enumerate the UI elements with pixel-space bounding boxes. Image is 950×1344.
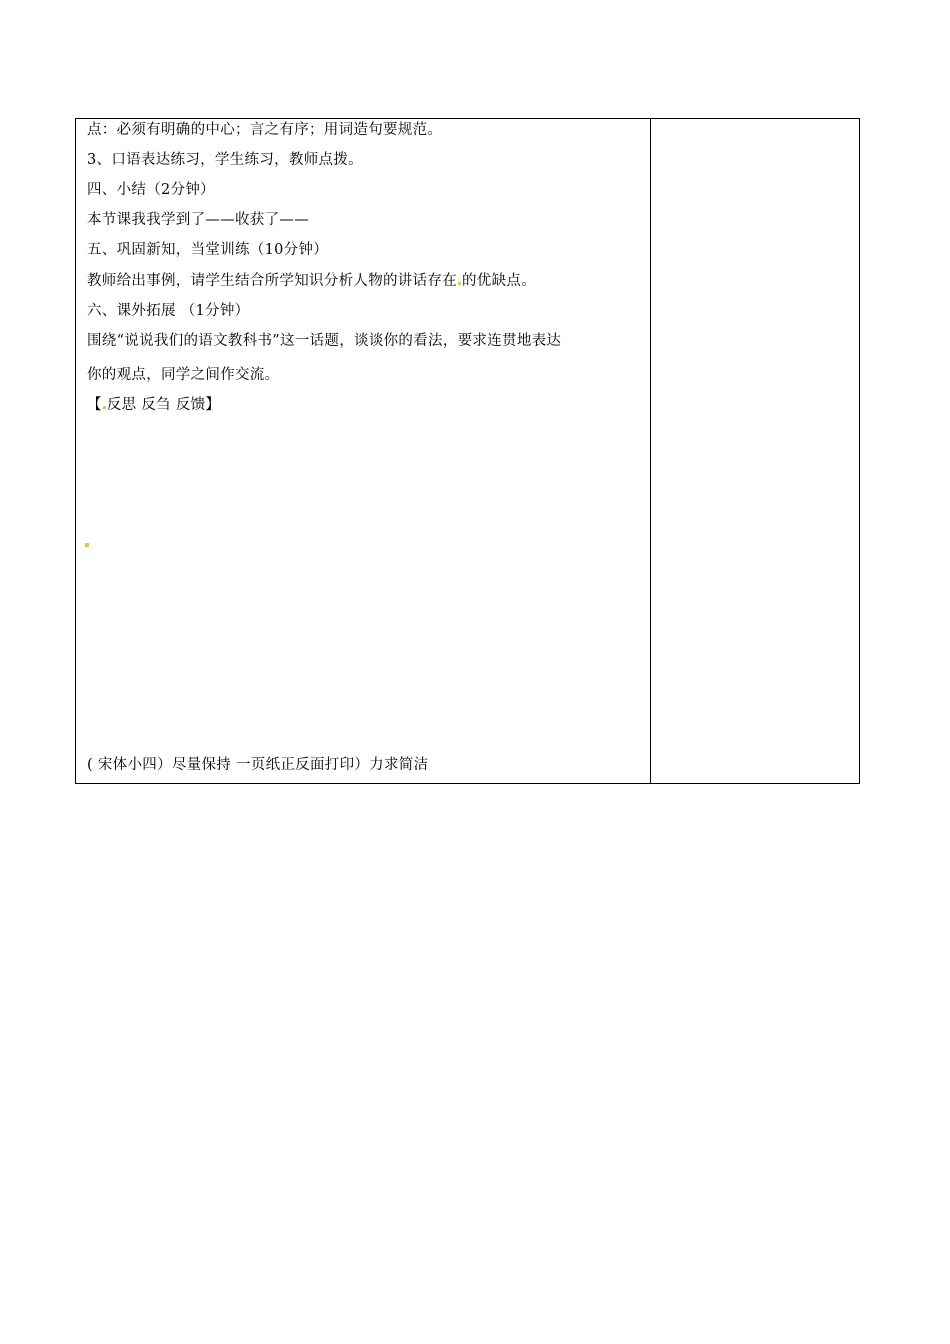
text-line-teacher-example [87, 271, 536, 291]
text-segment: 的优缺点。 [462, 273, 536, 289]
text-line-summary-prompt: 本节课我我学到了——收获了—— [87, 212, 309, 228]
highlight-mark [103, 406, 106, 409]
text-segment: 反思 反刍 反馈】 [106, 397, 221, 413]
text-line-oral-practice: 3、口语表达练习，学生练习，教师点拨。 [87, 152, 363, 168]
text-segment: 【 [87, 397, 102, 413]
highlight-mark [85, 543, 89, 547]
text-line-extension-task: 围绕“说说我们的语文教科书”这一话题，谈谈你的看法，要求连贯地表达 [87, 333, 562, 349]
heading-extension: 六、课外拓展 （1分钟） [87, 303, 250, 319]
text-line-key-points: 点：必须有明确的中心；言之有序；用词造句要规范。 [87, 122, 443, 138]
main-content-cell [76, 119, 651, 783]
heading-reflection [87, 395, 220, 415]
highlight-mark [458, 282, 461, 285]
heading-consolidation: 五、巩固新知，当堂训练（10分钟） [87, 242, 329, 258]
text-segment: 教师给出事例，请学生结合所学知识分析人物的讲话存在 [87, 273, 457, 289]
heading-summary: 四、小结（2分钟） [87, 182, 215, 198]
lesson-plan-table [75, 118, 860, 784]
text-line-extension-task-cont: 你的观点，同学之间作交流。 [87, 367, 280, 383]
notes-cell [651, 119, 859, 783]
text-line-format-note: ( 宋体小四）尽量保持 一页纸正反面打印）力求简洁 [87, 757, 429, 773]
